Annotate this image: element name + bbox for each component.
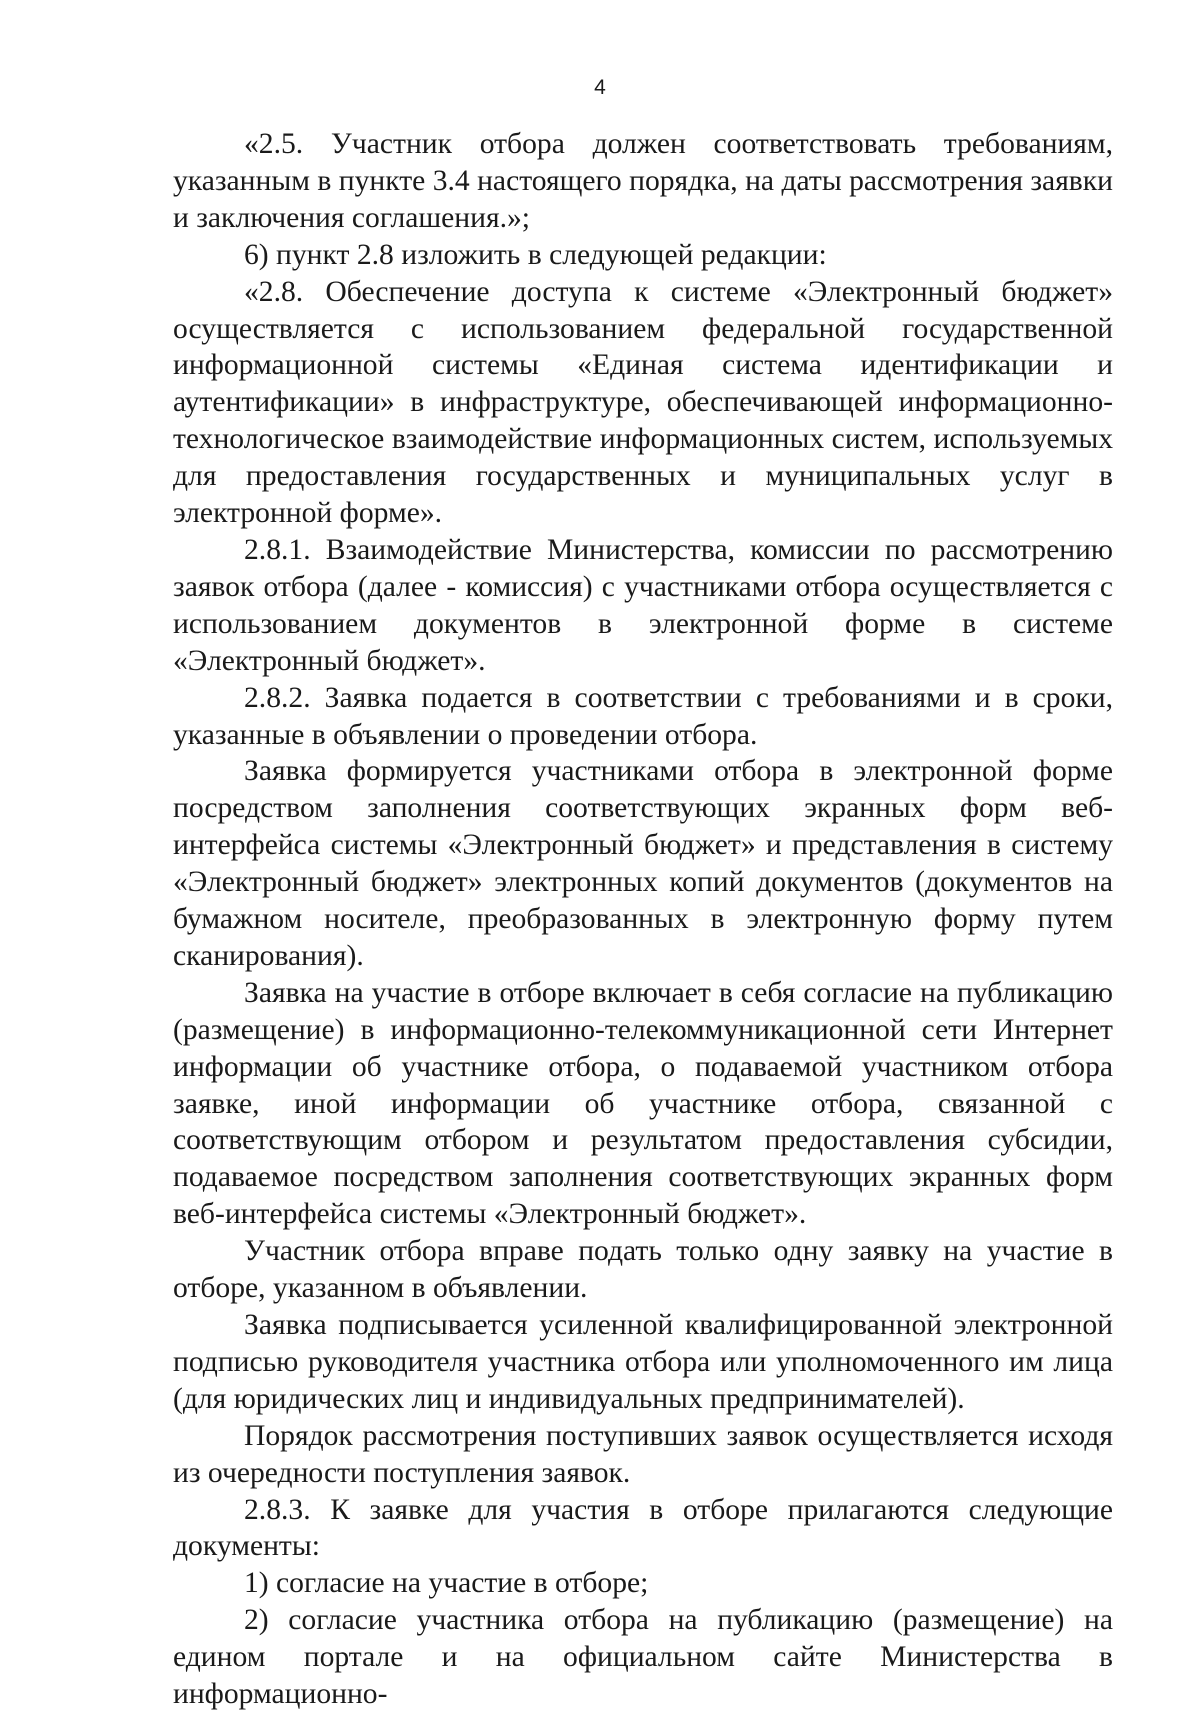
paragraph-2-8-1: 2.8.1. Взаимодействие Министерства, комиссии по рассмотрению заявок отбора (далее - комиссия) с участниками отбора осуществляется с использованием документов в электронной форме в системе «Электронный бюджет». [173,533,1113,677]
paragraph-2-5: «2.5. Участник отбора должен соответствовать требованиям, указанным в пункте 3.4 настоящего порядка, на даты рассмотрения заявки и заключения соглашения.»; [173,128,1113,234]
paragraph-item-6: 6) пункт 2.8 изложить в следующей редакции: [244,238,827,271]
paragraph-single-application: Участник отбора вправе подать только одну заявку на участие в отборе, указанном в объявлении. [173,1235,1113,1305]
paragraph-signature: Заявка подписывается усиленной квалифицированной электронной подписью руководителя участника отбора или уполномоченного им лица (для юридических лиц и индивидуальных предпринимателей). [173,1309,1113,1415]
paragraph-publication-consent: Заявка на участие в отборе включает в себя согласие на публикацию (размещение) в информационно-телекоммуникационной сети Интернет информации об участнике отбора, о подаваемой участником отбора заявке, иной информации об участнике отбора, связанной с соответствующим отбором и результатом предоставления субсидии, подаваемое посредством заполнения соответствующих экранных форм веб-интерфейса системы «Электронный бюджет». [173,976,1113,1231]
paragraph-2-8: «2.8. Обеспечение доступа к системе «Электронный бюджет» осуществляется с использованием федеральной государственной информационной системы «Единая система идентификации и аутентификации» в инфраструктуре, обеспечивающей информационно-технологическое взаимодействие информационных систем, используемых для предоставления государственных и муниципальных услуг в электронной форме». [173,275,1113,530]
document-body [173,126,1113,1713]
paragraph-application-form: Заявка формируется участниками отбора в электронной форме посредством заполнения соответствующих экранных форм веб-интерфейса системы «Электронный бюджет» и представления в систему «Электронный бюджет» электронных копий документов (документов на бумажном носителе, преобразованных в электронную форму путем сканирования). [173,755,1113,972]
paragraph-review-order: Порядок рассмотрения поступивших заявок осуществляется исходя из очередности поступления заявок. [173,1419,1113,1489]
page-number: 4 [594,76,606,99]
paragraph-2-8-2: 2.8.2. Заявка подается в соответствии с требованиями и в сроки, указанные в объявлении о проведении отбора. [173,681,1113,751]
paragraph-list-item-1: 1) согласие на участие в отборе; [244,1567,649,1600]
paragraph-2-8-3: 2.8.3. К заявке для участия в отборе прилагаются следующие документы: [173,1493,1113,1563]
paragraph-list-item-2: 2) согласие участника отбора на публикацию (размещение) на едином портале и на официальном сайте Министерства в информационно- [173,1604,1113,1711]
